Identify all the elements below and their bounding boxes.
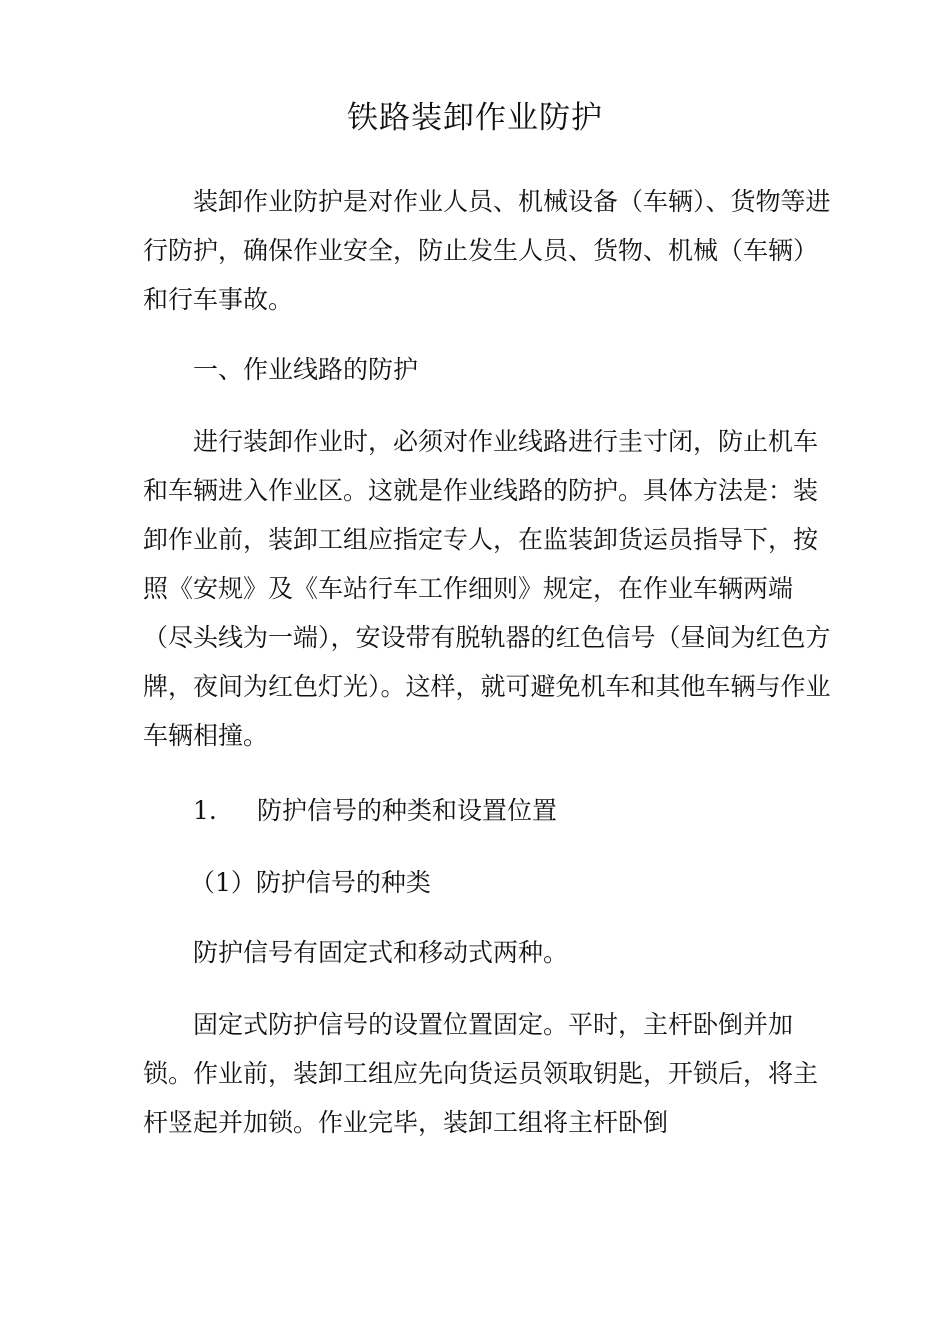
fixed-signal-paragraph: 固定式防护信号的设置位置固定。平时，主杆卧倒并加锁。作业前，装卸工组应先向货运员领取钥匙，开锁后，将主杆竖起并加锁。作业完毕，装卸工组将主杆卧倒	[143, 1010, 819, 1137]
section-1-heading: 一、作业线路的防护	[193, 355, 419, 384]
intro-paragraph: 装卸作业防护是对作业人员、机械设备（车辆）、货物等进行防护，确保作业安全，防止发生人员、货物、机械（车辆）和行车事故。	[143, 187, 831, 314]
subsection-1-heading: （1）防护信号的种类	[190, 868, 431, 897]
item-1-number: 1.	[193, 796, 217, 825]
page-title: 铁路装卸作业防护	[347, 100, 603, 136]
subsection-1-paragraph: 防护信号有固定式和移动式两种。	[193, 938, 569, 967]
item-1-heading	[193, 786, 557, 835]
item-1-heading-text: 防护信号的种类和设置位置	[257, 796, 558, 825]
section-1-paragraph: 进行装卸作业时，必须对作业线路进行圭寸闭，防止机车和车辆进入作业区。这就是作业线路的防护。具体方法是：装卸作业前，装卸工组应指定专人，在监装卸货运员指导下，按照《安规》及《车站行车工作细则》规定，在作业车辆两端（尽头线为一端），安设带有脱轨器的红色信号（昼间为红色方牌，夜间为红色灯光）。这样，就可避免机车和其他车辆与作业车辆相撞。	[143, 427, 831, 750]
